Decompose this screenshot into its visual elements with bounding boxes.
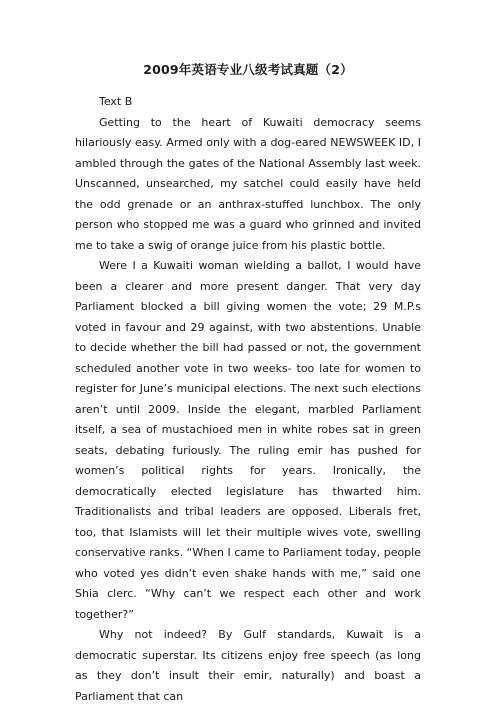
document-title: 2009年英语专业八级考试真题（2） [143,62,353,77]
section-label: Text B [99,95,133,108]
paragraph-2: Were I a Kuwaiti woman wielding a ballot, I would have been a clearer and more present danger. That very day Parliament blocked a bill giving women the vote; 29 M.P.s voted in favour and 29 against, with two abstentions. Unable to decide whether the bill had passed or not, the government scheduled another vote in two weeks- too late for women to register for June’s municipal elections. The next such elections aren’t until 2009. Inside the elegant, marbled Parliament itself, a sea of mustachioed men in white robes sat in green seats, debating furiously. The ruling emir has pushed for women’s political rights for years. Ironically, the democratically elected legislature has thwarted him. Traditionalists and tribal leaders are opposed. Liberals fret, too, that Islamists will let their multiple wives vote, swelling conservative ranks. “When I came to Parliament today, people who voted yes didn’t even shake hands with me,” said one Shia clerc. “Why can’t we respect each other and work together?” [75,259,421,621]
paragraph-1: Getting to the heart of Kuwaiti democracy seems hilariously easy. Armed only with a dog-eared NEWSWEEK ID, I ambled through the gates of the National Assembly last week. Unscanned, unsearched, my satchel could easily have held the odd grenade or an anthrax-stuffed lunchbox. The only person who stopped me was a guard who grinned and invited me to take a swig of orange juice from his plastic bottle. [75,115,421,252]
paragraph-3: Why not indeed? By Gulf standards, Kuwait is a democratic superstar. Its citizens enjoy free speech (as long as they don’t insult their emir, naturally) and boast a Parliament that can [75,628,421,703]
